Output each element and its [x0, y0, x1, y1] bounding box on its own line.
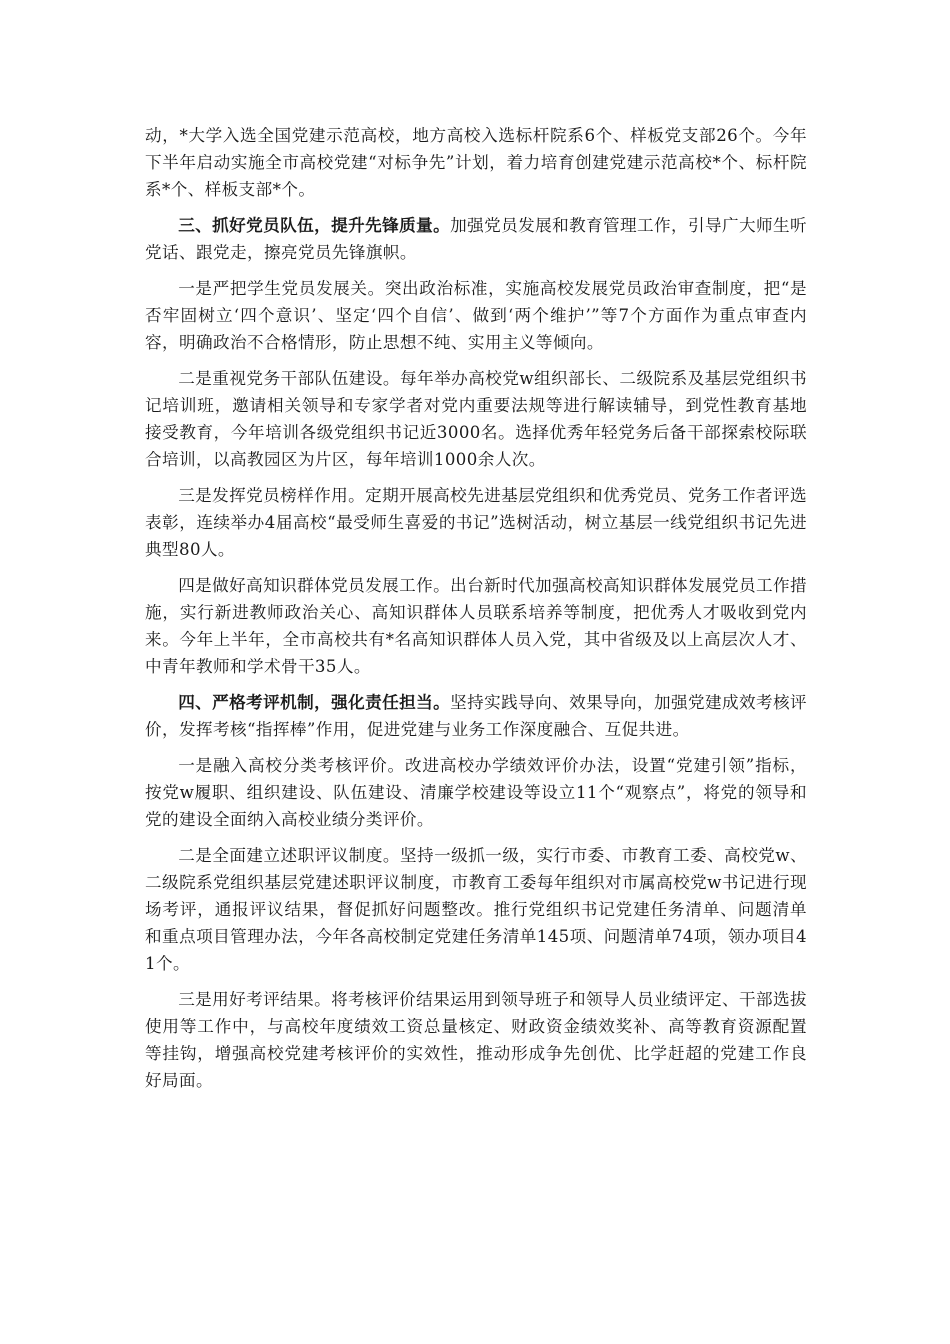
paragraph-high-knowledge-groups: 四是做好高知识群体党员发展工作。出台新时代加强高校高知识群体发展党员工作措施，实行新进教师政治关心、高知识群体人员联系培养等制度，把优秀人才吸收到党内来。今年上半年，全市高校共有*名高知识群体人员入党，其中省级及以上高层次人才、中青年教师和学术骨干35人。 — [145, 576, 807, 676]
section-three-intro: 加强党员发展和教育管理工作，引导广大师生听党话、跟党走，擦亮党员先锋旗帜。 — [145, 216, 807, 262]
paragraph-classified-evaluation: 一是融入高校分类考核评价。改进高校办学绩效评价办法，设置“党建引领”指标，按党w履职、组织建设、队伍建设、清廉学校建设等设立11个“观察点”，将党的领导和党的建设全面纳入高校业绩分类评价。 — [145, 756, 807, 829]
section-three-paragraph — [145, 212, 807, 266]
section-four-heading: 四、严格考评机制，强化责任担当。 — [178, 692, 451, 712]
paragraph-duty-review: 二是全面建立述职评议制度。坚持一级抓一级，实行市委、市教育工委、高校党w、二级院系党组织基层党建述职评议制度，市教育工委每年组织对市属高校党w书记进行现场考评，通报评议结果，督促抓好问题整改。推行党组织书记党建任务清单、问题清单和重点项目管理办法，今年各高校制定党建任务清单145项、问题清单74项，领办项目41个。 — [145, 846, 807, 973]
paragraph-continuation: 动，*大学入选全国党建示范高校，地方高校入选标杆院系6个、样板党支部26个。今年下半年启动实施全市高校党建“对标争先”计划，着力培育创建党建示范高校*个、标杆院系*个、样板支部*个。 — [145, 126, 807, 199]
paragraph-cadre-training: 二是重视党务干部队伍建设。每年举办高校党w组织部长、二级院系及基层党组织书记培训班，邀请相关领导和专家学者对党内重要法规等进行解读辅导，到党性教育基地接受教育，今年培训各级党组织书记近3000名。选择优秀年轻党务后备干部探索校际联合培训，以高教园区为片区，每年培训1000余人次。 — [145, 369, 807, 469]
section-four-intro: 坚持实践导向、效果导向，加强党建成效考核评价，发挥考核“指挥棒”作用，促进党建与业务工作深度融合、互促共进。 — [145, 693, 807, 739]
paragraph-evaluation-results: 三是用好考评结果。将考核评价结果运用到领导班子和领导人员业绩评定、干部选拔使用等工作中，与高校年度绩效工资总量核定、财政资金绩效奖补、高等教育资源配置等挂钩，增强高校党建考核评价的实效性，推动形成争先创优、比学赶超的党建工作良好局面。 — [145, 990, 807, 1090]
paragraph-student-members: 一是严把学生党员发展关。突出政治标准，实施高校发展党员政治审查制度，把“是否牢固树立‘四个意识’、坚定‘四个自信’、做到‘两个维护’”等7个方面作为重点审查内容，明确政治不合格情形，防止思想不纯、实用主义等倾向。 — [145, 279, 807, 352]
paragraph-role-models: 三是发挥党员榜样作用。定期开展高校先进基层党组织和优秀党员、党务工作者评选表彰，连续举办4届高校“最受师生喜爱的书记”选树活动，树立基层一线党组织书记先进典型80人。 — [145, 486, 807, 559]
document-page — [145, 122, 807, 1103]
section-four-paragraph — [145, 689, 807, 743]
section-three-heading: 三、抓好党员队伍，提升先锋质量。 — [178, 215, 451, 235]
